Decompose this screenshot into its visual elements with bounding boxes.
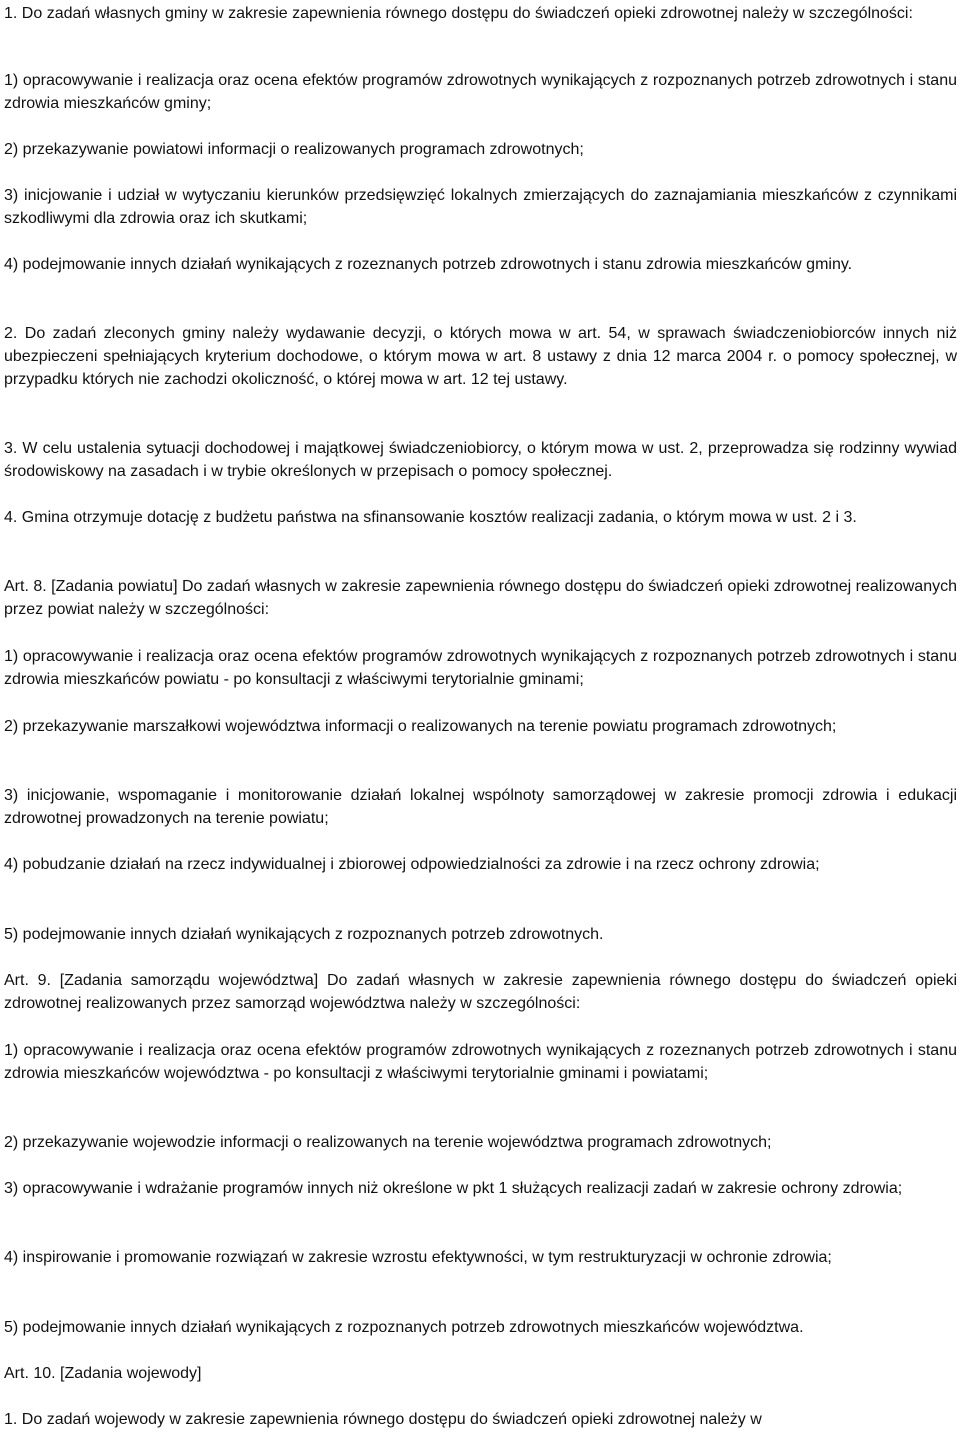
paragraph-wojewoda-intro: 1. Do zadań wojewody w zakresie zapewnienia równego dostępu do świadczeń opieki zdrowotnej należy w — [4, 1411, 762, 1428]
paragraph-ust-3: 3. W celu ustalenia sytuacji dochodowej i majątkowej świadczeniobiorcy, o którym mowa w ust. 2, przeprowadza się rodzinny wywiad środowiskowy na zasadach i w trybie określonych w przepisach o pomocy społecznej. — [4, 440, 957, 480]
paragraph-gmina-intro: 1. Do zadań własnych gminy w zakresie zapewnienia równego dostępu do świadczeń opieki zdrowotnej należy w szczególności: — [4, 5, 913, 22]
paragraph-wojewodztwo-item-1: 1) opracowywanie i realizacja oraz ocena efektów programów zdrowotnych wynikających z rozeznanych potrzeb zdrowotnych i stanu zdrowia mieszkańców województwa - po konsultacji z właściwymi terytorialnie gminami i powiatami; — [4, 1042, 957, 1082]
paragraph-art-10-heading: Art. 10. [Zadania wojewody] — [4, 1365, 202, 1382]
paragraph-ust-4: 4. Gmina otrzymuje dotację z budżetu państwa na sfinansowanie kosztów realizacji zadania, o którym mowa w ust. 2 i 3. — [4, 509, 857, 526]
paragraph-powiat-item-3: 3) inicjowanie, wspomaganie i monitorowanie działań lokalnej wspólnoty samorządowej w zakresie promocji zdrowia i edukacji zdrowotnej prowadzonych na terenie powiatu; — [4, 787, 957, 827]
paragraph-wojewodztwo-item-3: 3) opracowywanie i wdrażanie programów innych niż określone w pkt 1 służących realizacji zadań w zakresie ochrony zdrowia; — [4, 1180, 903, 1197]
paragraph-powiat-item-2: 2) przekazywanie marszałkowi województwa informacji o realizowanych na terenie powiatu programach zdrowotnych; — [4, 718, 837, 735]
paragraph-ust-2: 2. Do zadań zleconych gminy należy wydawanie decyzji, o których mowa w art. 54, w sprawach świadczeniobiorców innych niż ubezpieczeni spełniających kryterium dochodowe, o którym mowa w art. 8 ustawy z dnia 12 marca 2004 r. o pomocy społecznej, w przypadku których nie zachodzi okoliczność, o której mowa w art. 12 tej ustawy. — [4, 325, 957, 388]
paragraph-gmina-item-4: 4) podejmowanie innych działań wynikających z rozeznanych potrzeb zdrowotnych i stanu zdrowia mieszkańców gminy. — [4, 256, 853, 273]
paragraph-powiat-item-4: 4) pobudzanie działań na rzecz indywidualnej i zbiorowej odpowiedzialności za zdrowie i na rzecz ochrony zdrowia; — [4, 856, 820, 873]
paragraph-powiat-item-1: 1) opracowywanie i realizacja oraz ocena efektów programów zdrowotnych wynikających z rozpoznanych potrzeb zdrowotnych i stanu zdrowia mieszkańców powiatu - po konsultacji z właściwymi terytorialnie gminami; — [4, 648, 957, 688]
paragraph-wojewodztwo-item-5: 5) podejmowanie innych działań wynikających z rozpoznanych potrzeb zdrowotnych mieszkańców województwa. — [4, 1319, 804, 1336]
paragraph-gmina-item-1: 1) opracowywanie i realizacja oraz ocena efektów programów zdrowotnych wynikających z rozpoznanych potrzeb zdrowotnych i stanu zdrowia mieszkańców gminy; — [4, 72, 957, 112]
paragraph-powiat-item-5: 5) podejmowanie innych działań wynikających z rozpoznanych potrzeb zdrowotnych. — [4, 926, 604, 943]
paragraph-art-8: Art. 8. [Zadania powiatu] Do zadań własnych w zakresie zapewnienia równego dostępu do świadczeń opieki zdrowotnej realizowanych przez powiat należy w szczególności: — [4, 578, 957, 618]
paragraph-gmina-item-3: 3) inicjowanie i udział w wytyczaniu kierunków przedsięwzięć lokalnych zmierzających do zaznajamiania mieszkańców z czynnikami szkodliwymi dla zdrowia oraz ich skutkami; — [4, 187, 957, 227]
paragraph-art-9: Art. 9. [Zadania samorządu województwa] Do zadań własnych w zakresie zapewnienia równego dostępu do świadczeń opieki zdrowotnej realizowanych przez samorząd województwa należy w szczególności: — [4, 972, 957, 1012]
paragraph-wojewodztwo-item-4: 4) inspirowanie i promowanie rozwiązań w zakresie wzrostu efektywności, w tym restrukturyzacji w ochronie zdrowia; — [4, 1249, 832, 1266]
paragraph-wojewodztwo-item-2: 2) przekazywanie wojewodzie informacji o realizowanych na terenie województwa programach zdrowotnych; — [4, 1134, 772, 1151]
paragraph-gmina-item-2: 2) przekazywanie powiatowi informacji o realizowanych programach zdrowotnych; — [4, 141, 584, 158]
